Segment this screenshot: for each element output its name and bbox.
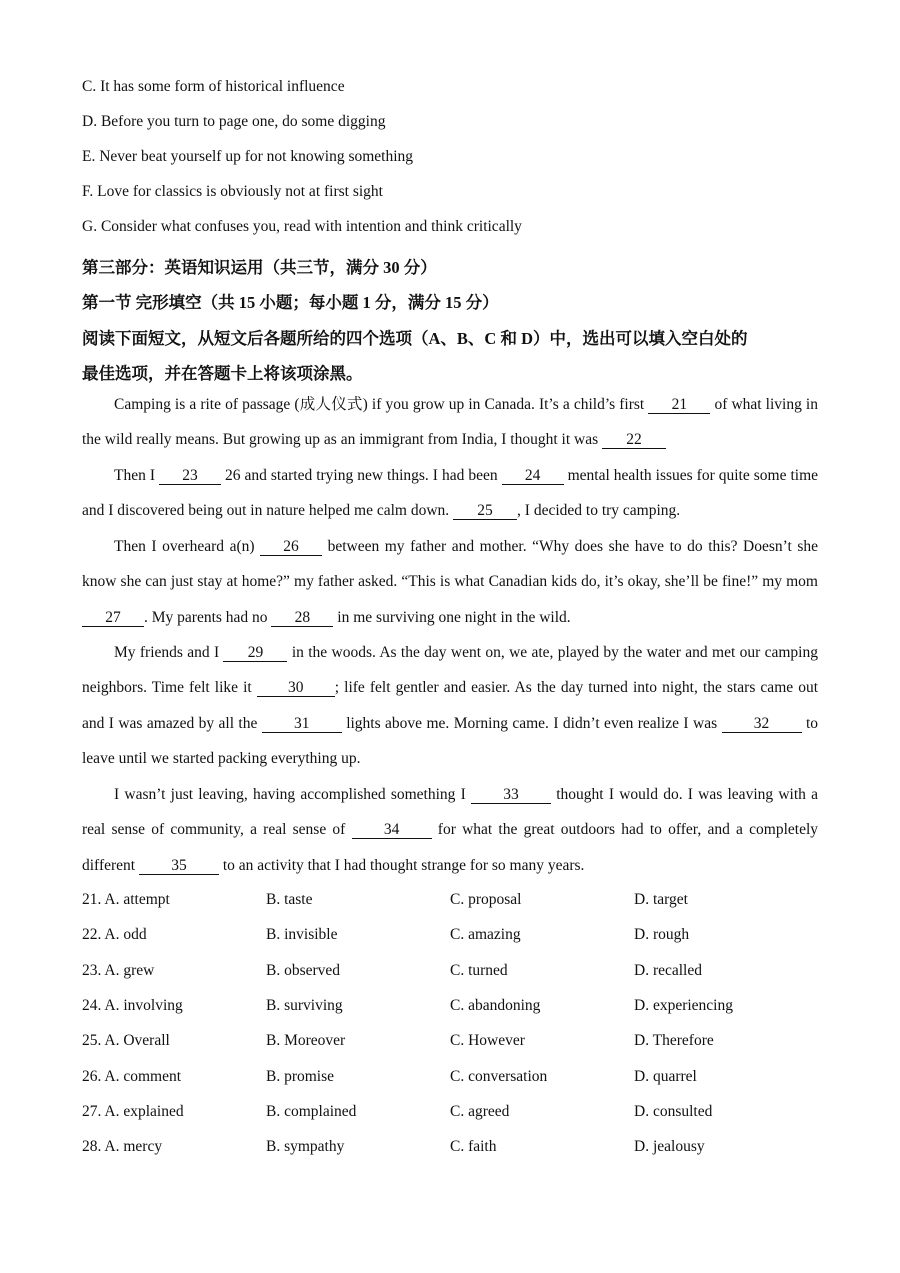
question-24-option-d: D. experiencing (634, 997, 733, 1014)
question-25-option-b: B. Moreover (266, 1032, 346, 1049)
option-text: A. grew (104, 962, 155, 979)
blank-27: 27 (82, 609, 144, 627)
question-28-option-d: D. jealousy (634, 1138, 705, 1155)
passage-text: of what living in the wild really means. But growing up as an immigrant from India, I thought it was (82, 396, 818, 449)
question-number: 26. (82, 1068, 102, 1085)
prev-option-e: E. Never beat yourself up for not knowing something (82, 148, 414, 165)
question-24-option-b: B. surviving (266, 997, 343, 1014)
passage-text: My friends and I (114, 644, 224, 661)
passage-text: 26 and started trying new things. I had been (221, 467, 502, 484)
blank-34: 34 (352, 821, 432, 839)
part3-title: 第三部分：英语知识运用（共三节，满分 30 分） (82, 258, 437, 277)
passage-paragraph-5 (82, 777, 818, 883)
passage-text: for what the great outdoors had to offer, and a completely different (82, 821, 819, 874)
blank-26: 26 (260, 538, 322, 556)
question-26-option-b: B. promise (266, 1068, 335, 1085)
blank-24: 24 (502, 467, 564, 485)
question-26-option-d: D. quarrel (634, 1068, 697, 1085)
question-25 (82, 1032, 822, 1052)
passage-paragraph-2 (82, 458, 818, 529)
blank-35: 35 (139, 857, 219, 875)
prev-option-d: D. Before you turn to page one, do some digging (82, 113, 386, 130)
blank-25: 25 (453, 502, 517, 520)
passage-text: , I decided to try camping. (517, 502, 681, 520)
question-21 (82, 891, 822, 911)
passage-text: Then I overheard a(n) (114, 538, 261, 555)
passage-text: thought I would do. I was leaving with a real sense of community, a real sense of (82, 786, 818, 839)
question-24 (82, 997, 822, 1017)
question-27-option-a (82, 1103, 184, 1121)
question-21-option-b: B. taste (266, 891, 313, 908)
question-22-option-b: B. invisible (266, 926, 338, 943)
option-text: A. explained (104, 1103, 184, 1120)
passage-text: to leave until we started packing everything up. (82, 714, 818, 768)
question-number: 24. (82, 997, 102, 1014)
instruction-line-2: 最佳选项，并在答题卡上将该项涂黑。 (82, 364, 363, 383)
question-23 (82, 962, 822, 982)
passage-text: . My parents had no (144, 608, 272, 626)
question-23-option-d: D. recalled (634, 962, 702, 979)
question-number: 25. (82, 1032, 102, 1049)
question-25-option-c: C. However (450, 1032, 525, 1049)
instruction-line-1: 阅读下面短文，从短文后各题所给的四个选项（A、B、C 和 D）中，选出可以填入空白处的 (82, 329, 748, 348)
question-22-option-c: C. amazing (450, 926, 521, 943)
passage-text: Camping is a rite of passage (成人仪式) if you grow up in Canada. It’s a child’s first (114, 396, 649, 413)
blank-32: 32 (722, 715, 802, 733)
passage-text: between my father and mother. “Why does she have to do this? Doesn’t she know she can just stay at home?” my father asked. “This is what Canadian kids do, it’s okay, she’ll be fine!” my mom (82, 538, 818, 591)
passage-text: ; life felt gentler and easier. As the day turned into night, the stars came out and I was amazed by all the (82, 679, 819, 732)
question-21-option-c: C. proposal (450, 891, 522, 908)
question-21-option-d: D. target (634, 891, 688, 908)
passage-text: I wasn’t just leaving, having accomplished something I (114, 786, 472, 803)
question-28-option-b: B. sympathy (266, 1138, 345, 1155)
option-text: A. odd (104, 926, 147, 943)
blank-21: 21 (648, 396, 710, 414)
question-26-option-c: C. conversation (450, 1068, 548, 1085)
passage-text: Then I (114, 467, 160, 484)
question-27-option-b: B. complained (266, 1103, 357, 1120)
passage-text: in the woods. As the day went on, we ate, played by the water and met our camping neighbors. Time felt like it (82, 644, 818, 697)
question-27-option-d: D. consulted (634, 1103, 713, 1120)
option-text: A. comment (104, 1068, 182, 1085)
question-21-option-a (82, 891, 170, 909)
blank-31: 31 (262, 715, 342, 733)
question-number: 27. (82, 1103, 102, 1120)
question-24-option-c: C. abandoning (450, 997, 541, 1014)
question-22-option-a (82, 926, 147, 944)
blank-30: 30 (257, 679, 335, 697)
question-23-option-a (82, 962, 154, 980)
question-25-option-a (82, 1032, 170, 1050)
question-22-option-d: D. rough (634, 926, 690, 943)
blank-22: 22 (602, 431, 666, 449)
prev-option-f: F. Love for classics is obviously not at first sight (82, 183, 383, 200)
prev-option-c: C. It has some form of historical influence (82, 78, 345, 95)
passage-text: lights above me. Morning came. I didn’t even realize I was (341, 714, 722, 732)
option-text: A. mercy (104, 1138, 163, 1155)
passage-paragraph-3 (82, 529, 818, 635)
question-27 (82, 1103, 822, 1123)
prev-option-g: G. Consider what confuses you, read with intention and think critically (82, 218, 522, 235)
question-26-option-a (82, 1068, 181, 1086)
question-26 (82, 1068, 822, 1088)
blank-29: 29 (223, 644, 287, 662)
question-24-option-a (82, 997, 183, 1015)
question-25-option-d: D. Therefore (634, 1032, 714, 1049)
question-number: 22. (82, 926, 102, 943)
blank-33: 33 (471, 786, 551, 804)
passage-text: in me surviving one night in the wild. (333, 608, 571, 626)
section1-title: 第一节 完形填空（共 15 小题；每小题 1 分，满分 15 分） (82, 293, 499, 312)
question-number: 21. (82, 891, 102, 908)
question-28 (82, 1138, 822, 1158)
passage-paragraph-1 (82, 387, 818, 458)
blank-23: 23 (159, 467, 221, 485)
question-28-option-a (82, 1138, 162, 1156)
passage-text: mental health issues for quite some time and I discovered being out in nature helped me calm down. (82, 467, 819, 520)
question-23-option-c: C. turned (450, 962, 508, 979)
question-number: 23. (82, 962, 102, 979)
option-text: A. attempt (104, 891, 170, 908)
option-text: A. involving (104, 997, 183, 1014)
question-28-option-c: C. faith (450, 1138, 497, 1155)
question-23-option-b: B. observed (266, 962, 341, 979)
question-27-option-c: C. agreed (450, 1103, 510, 1120)
question-22 (82, 926, 822, 946)
option-text: A. Overall (104, 1032, 170, 1049)
question-number: 28. (82, 1138, 102, 1155)
passage-paragraph-4 (82, 635, 818, 777)
blank-28: 28 (271, 609, 333, 627)
passage-text: to an activity that I had thought strange for so many years. (218, 856, 585, 874)
